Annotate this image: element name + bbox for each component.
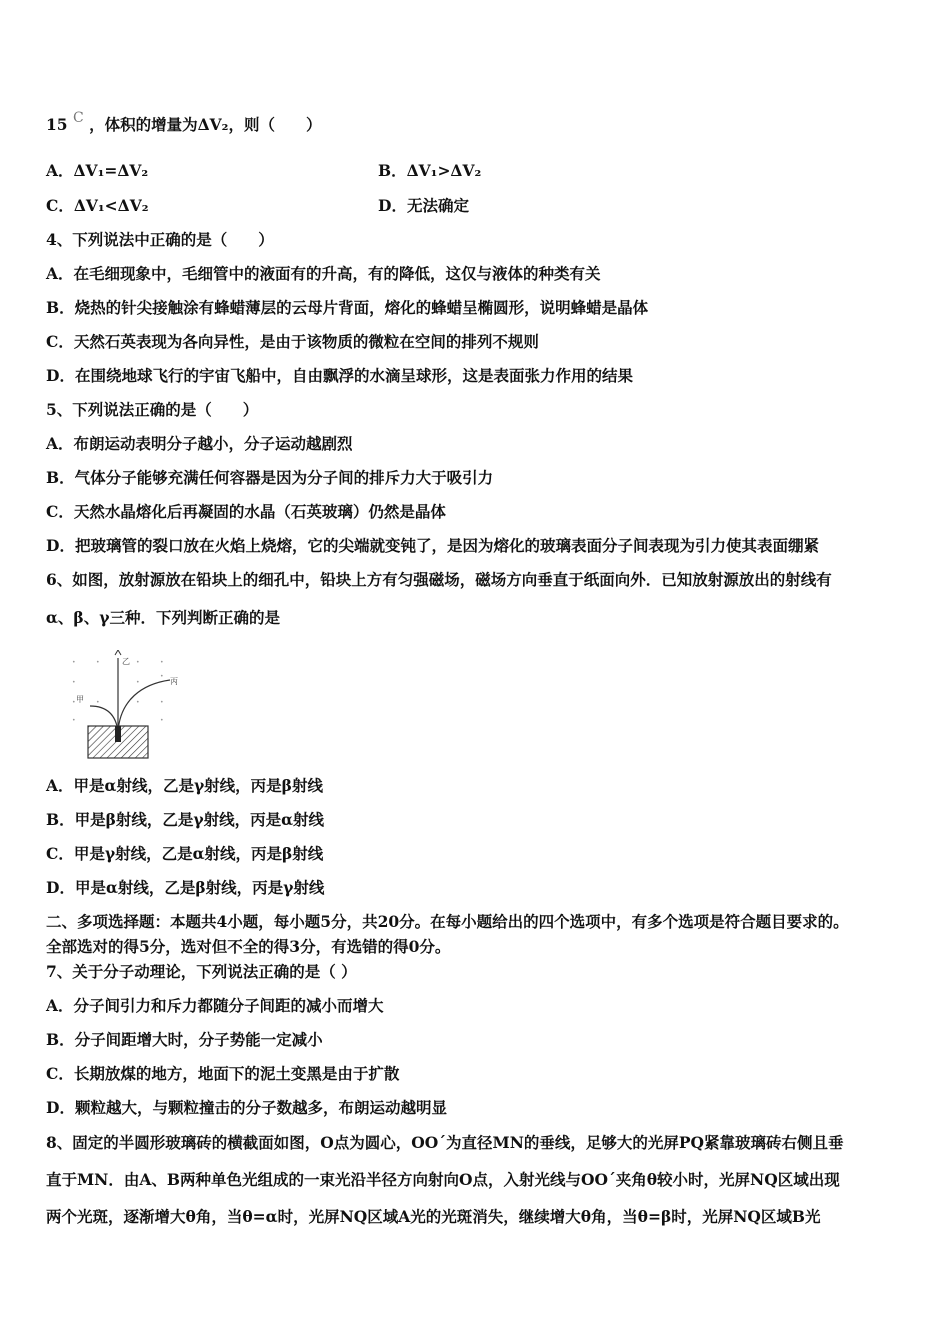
label-bing: 丙 bbox=[170, 677, 178, 686]
q4-option-c: C．天然石英表现为各向异性，是由于该物质的微粒在空间的排列不规则 bbox=[46, 332, 539, 351]
svg-text:•: • bbox=[160, 699, 164, 706]
q8-line1: 8、固定的半圆形玻璃砖的横截面如图，O点为圆心，OO´为直径MN的垂线，足够大的光屏PQ紧靠玻璃砖右侧且垂 bbox=[46, 1133, 844, 1152]
svg-text:•: • bbox=[136, 679, 140, 686]
question-number: 15 bbox=[46, 115, 68, 134]
q6-option-d: D．甲是α射线，乙是β射线，丙是γ射线 bbox=[46, 878, 325, 897]
q3-option-d: D．无法确定 bbox=[378, 196, 469, 215]
svg-text:•: • bbox=[96, 699, 100, 706]
svg-text:•: • bbox=[160, 673, 164, 680]
q4-stem: 4、下列说法中正确的是（ ） bbox=[46, 230, 274, 249]
svg-text:•: • bbox=[96, 659, 100, 666]
label-yi: 乙 bbox=[122, 657, 130, 666]
right-ray-track bbox=[118, 680, 170, 732]
q6-option-b: B．甲是β射线，乙是γ射线，丙是α射线 bbox=[46, 810, 325, 829]
image-fragment: C bbox=[72, 110, 84, 126]
svg-text:•: • bbox=[136, 699, 140, 706]
q6-option-c: C．甲是γ射线，乙是α射线，丙是β射线 bbox=[46, 844, 324, 863]
svg-text:•: • bbox=[72, 659, 76, 666]
q7-option-c: C．长期放煤的地方，地面下的泥土变黑是由于扩散 bbox=[46, 1064, 400, 1083]
svg-text:•: • bbox=[160, 717, 164, 724]
q8-line2: 直于MN．由A、B两种单色光组成的一束光沿半径方向射向O点，入射光线与OO´夹角θ较小时，光屏NQ区域出现 bbox=[46, 1170, 840, 1189]
label-jia: 甲 bbox=[76, 695, 84, 704]
q7-option-d: D．颗粒越大，与颗粒撞击的分子数越多，布朗运动越明显 bbox=[46, 1098, 447, 1117]
radiation-figure bbox=[66, 650, 184, 760]
q5-option-b: B．气体分子能够充满任何容器是因为分子间的排斥力大于吸引力 bbox=[46, 468, 494, 487]
q5-option-c: C．天然水晶熔化后再凝固的水晶（石英玻璃）仍然是晶体 bbox=[46, 502, 446, 521]
q5-stem: 5、下列说法正确的是（ ） bbox=[46, 400, 259, 419]
svg-text:•: • bbox=[72, 717, 76, 724]
section2-line2: 全部选对的得5分，选对但不全的得3分，有选错的得0分。 bbox=[46, 937, 451, 956]
q6-stem-line1: 6、如图，放射源放在铅块上的细孔中，铅块上方有匀强磁场，磁场方向垂直于纸面向外．已知放射源放出的射线有 bbox=[46, 570, 832, 589]
q3-option-a: A．ΔV₁=ΔV₂ bbox=[46, 161, 149, 180]
q7-option-a: A．分子间引力和斥力都随分子间距的减小而增大 bbox=[46, 996, 384, 1015]
q4-option-b: B．烧热的针尖接触涂有蜂蜡薄层的云母片背面，熔化的蜂蜡呈椭圆形，说明蜂蜡是晶体 bbox=[46, 298, 649, 317]
q5-option-a: A．布朗运动表明分子越小，分子运动越剧烈 bbox=[46, 434, 353, 453]
svg-text:•: • bbox=[72, 679, 76, 686]
q7-stem: 7、关于分子动理论，下列说法正确的是（ ） bbox=[46, 962, 357, 981]
section2-line1: 二、多项选择题：本题共4小题，每小题5分，共20分。在每小题给出的四个选项中，有多个选项是符合题目要求的。 bbox=[46, 912, 849, 931]
q4-option-a: A．在毛细现象中，毛细管中的液面有的升高，有的降低，这仅与液体的种类有关 bbox=[46, 264, 601, 283]
svg-text:•: • bbox=[72, 699, 76, 706]
q3-option-b: B．ΔV₁>ΔV₂ bbox=[378, 161, 482, 180]
arrow-icon bbox=[115, 650, 121, 655]
header-fragment bbox=[46, 110, 322, 137]
q8-line3: 两个光斑，逐渐增大θ角，当θ=α时，光屏NQ区域A光的光斑消失，继续增大θ角，当θ=β时，光屏NQ区域B光 bbox=[46, 1207, 821, 1226]
q4-option-d: D．在围绕地球飞行的宇宙飞船中，自由飘浮的水滴呈球形，这是表面张力作用的结果 bbox=[46, 366, 633, 385]
q7-option-b: B．分子间距增大时，分子势能一定减小 bbox=[46, 1030, 323, 1049]
q3-option-c: C．ΔV₁<ΔV₂ bbox=[46, 196, 149, 215]
q6-option-a: A．甲是α射线，乙是γ射线，丙是β射线 bbox=[46, 776, 323, 795]
source-hole bbox=[115, 726, 121, 742]
q6-stem-line2: α、β、γ三种．下列判断正确的是 bbox=[46, 608, 280, 627]
svg-text:•: • bbox=[160, 659, 164, 666]
header-text: ，体积的增量为ΔV₂，则（ ） bbox=[89, 115, 322, 134]
svg-text:•: • bbox=[136, 659, 140, 666]
q5-option-d: D．把玻璃管的裂口放在火焰上烧熔，它的尖端就变钝了，是因为熔化的玻璃表面分子间表现为引力使其表面绷紧 bbox=[46, 536, 819, 555]
